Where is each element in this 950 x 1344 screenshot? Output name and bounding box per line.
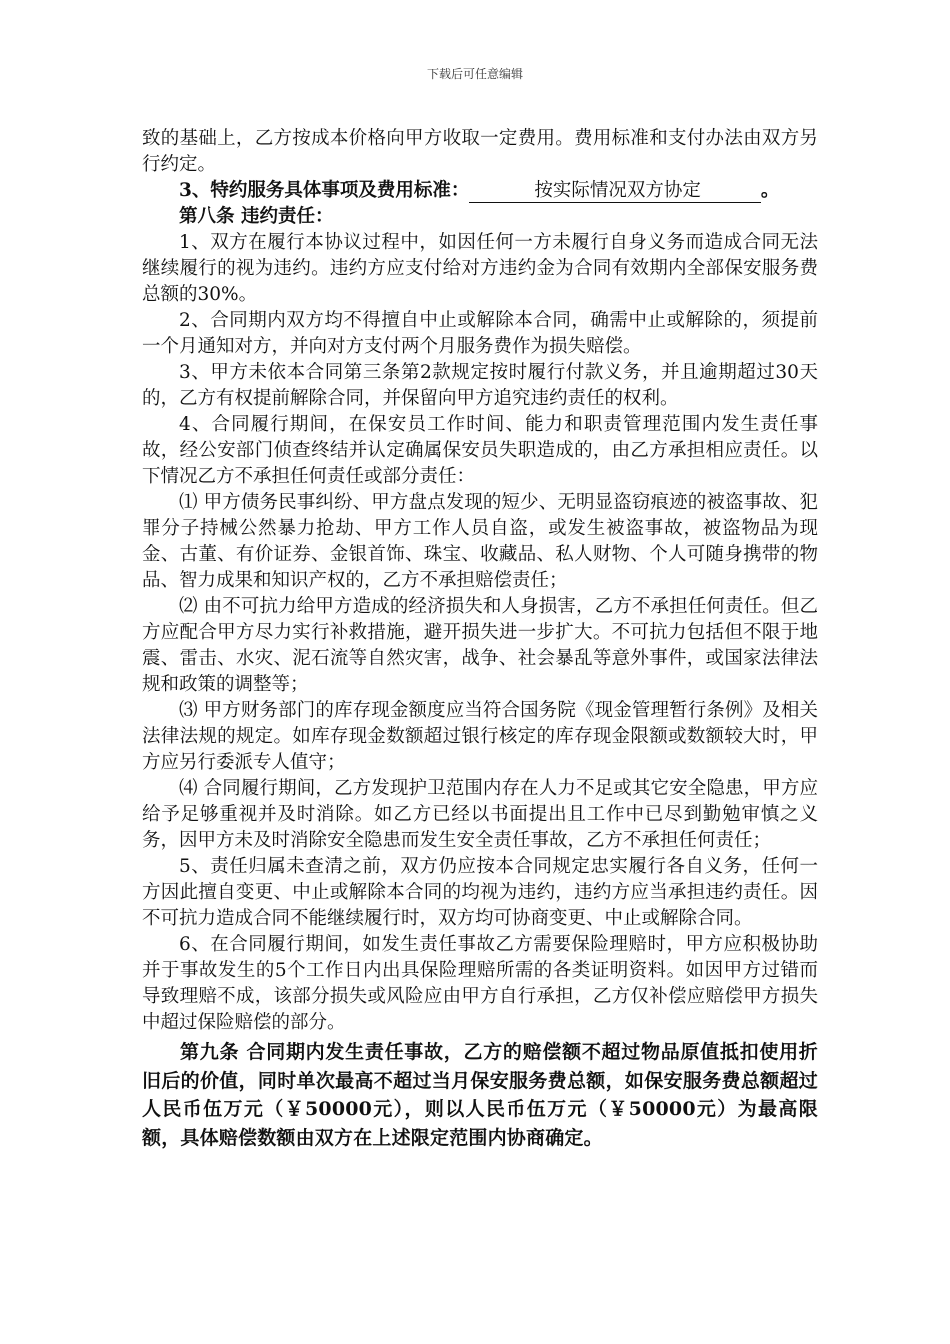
special-service-end: 。 xyxy=(760,180,780,201)
article-8-item-6: 6、在合同履行期间，如发生责任事故乙方需要保险理赔时，甲方应积极协助并于事故发生的5个工作日内出具保险理赔所需的各类证明资料。如因甲方过错而导致理赔不成，该部分损失或风险应由甲方自行承担，乙方仅补偿应赔偿甲方损失中超过保险赔偿的部分。 xyxy=(142,934,818,1033)
article-8-item-3: 3、甲方未依本合同第三条第2款规定按时履行付款义务，并且逾期超过30天的，乙方有权提前解除合同，并保留向甲方追究违约责任的权利。 xyxy=(142,362,818,409)
article-8-item-4-sub-3: ⑶ 甲方财务部门的库存现金额度应当符合国务院《现金管理暂行条例》及相关法律法规的规定。如库存现金数额超过银行核定的库存现金限额或数额较大时，甲方应另行委派专人值守； xyxy=(142,700,818,773)
page-header: 下载后可任意编辑 xyxy=(426,67,523,81)
article-8-item-4-sub-2: ⑵ 由不可抗力给甲方造成的经济损失和人身损害，乙方不承担任何责任。但乙方应配合甲方尽力实行补救措施，避开损失进一步扩大。不可抗力包括但不限于地震、雷击、水灾、泥石流等自然灾害，战争、社会暴乱等意外事件，或国家法律法规和政策的调整等； xyxy=(142,596,818,695)
article-8-item-4-sub-4: ⑷ 合同履行期间，乙方发现护卫范围内存在人力不足或其它安全隐患，甲方应给予足够重视并及时消除。如乙方已经以书面提出且工作中已尽到勤勉审慎之义务，因甲方未及时消除安全隐患而发生安全责任事故，乙方不承担任何责任； xyxy=(142,778,818,851)
article-8-item-5: 5、责任归属未查清之前，双方仍应按本合同规定忠实履行各自义务，任何一方因此擅自变更、中止或解除本合同的均视为违约，违约方应当承担违约责任。因不可抗力造成合同不能继续履行时，双方均可协商变更、中止或解除合同。 xyxy=(142,856,818,929)
article-8-title: 第八条 违约责任： xyxy=(179,206,334,227)
article-8-item-4: 4、合同履行期间，在保安员工作时间、能力和职责管理范围内发生责任事故，经公安部门侦查终结并认定确属保安员失职造成的，由乙方承担相应责任。以下情况乙方不承担任何责任或部分责任： xyxy=(142,414,818,487)
article-8-item-1: 1、双方在履行本协议过程中，如因任何一方未履行自身义务而造成合同无法继续履行的视为违约。违约方应支付给对方违约金为合同有效期内全部保安服务费总额的30%。 xyxy=(142,232,818,305)
article-8-item-2: 2、合同期内双方均不得擅自中止或解除本合同，确需中止或解除的，须提前一个月通知对方，并向对方支付两个月服务费作为损失赔偿。 xyxy=(142,310,818,357)
article-9-text: 第九条 合同期内发生责任事故，乙方的赔偿额不超过物品原值抵扣使用折旧后的价值，同时单次最高不超过当月保安服务费总额，如保安服务费总额超过人民币伍万元（￥50000元），则以人民币伍万元（￥50000元）为最高限额，具体赔偿数额由双方在上述限定范围内协商确定。 xyxy=(142,1041,818,1149)
special-service-clause xyxy=(142,178,818,204)
article-8-item-4-sub-1: ⑴ 甲方债务民事纠纷、甲方盘点发现的短少、无明显盗窃痕迹的被盗事故、犯罪分子持械公然暴力抢劫、甲方工作人员自盗，或发生被盗事故，被盗物品为现金、古董、有价证券、金银首饰、珠宝、收藏品、私人财物、个人可随身携带的物品、智力成果和知识产权的，乙方不承担赔偿责任； xyxy=(142,492,818,591)
special-service-value: 按实际情况双方协定 xyxy=(469,180,761,203)
document-body xyxy=(142,126,818,1152)
special-service-label: 3、特约服务具体事项及费用标准： xyxy=(179,180,470,201)
paragraph-continuation: 致的基础上，乙方按成本价格向甲方收取一定费用。费用标准和支付办法由双方另行约定。 xyxy=(142,128,818,175)
article-9 xyxy=(142,1038,818,1152)
